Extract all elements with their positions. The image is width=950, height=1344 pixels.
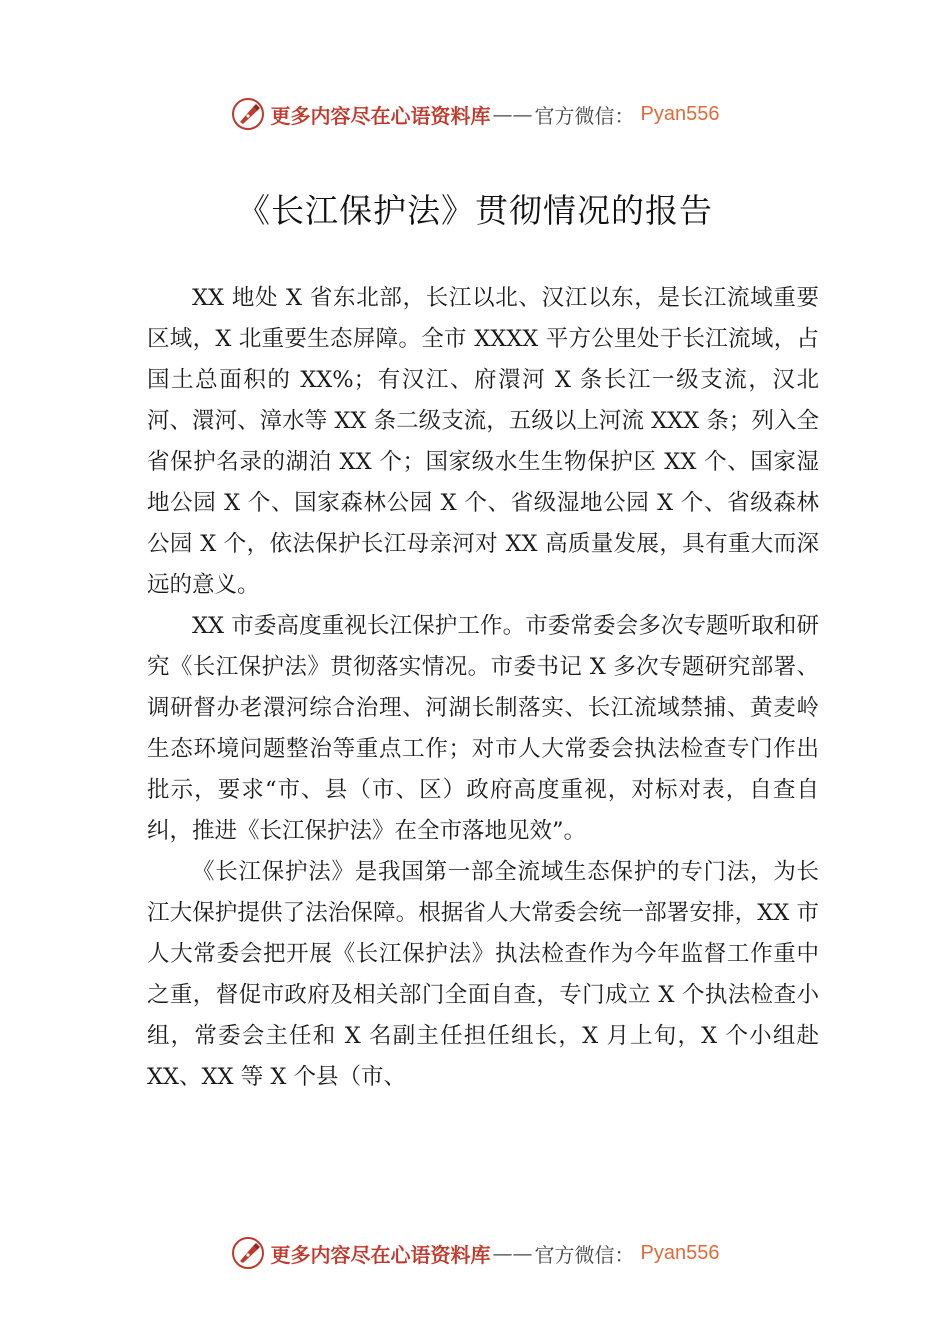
body-paragraph: 《长江保护法》是我国第一部全流域生态保护的专门法，为长江大保护提供了法治保障。根据省人大常委会统一部署安排，XX 市人大常委会把开展《长江保护法》执法检查作为今年监督工作重中之重，督促市政府及相关部门全面自查，专门成立 X 个执法检查小组，常委会主任和 X 名副主任担任组长，X 月上旬，X 个小组赴 XX、XX 等 X 个县（市、	[147, 859, 819, 1090]
watermark-banner-bottom	[0, 1233, 950, 1273]
document-body	[147, 278, 819, 1098]
watermark-separator: ——	[492, 102, 533, 126]
document-title: 《长江保护法》贯彻情况的报告	[237, 191, 713, 230]
watermark-separator: ——	[492, 1241, 533, 1265]
watermark-brand-text: 更多内容尽在心语资料库	[270, 103, 491, 128]
body-paragraph: XX 地处 X 省东北部，长江以北、汉江以东，是长江流域重要区域，X 北重要生态屏障。全市 XXXX 平方公里处于长江流域，占国土总面积的 XX%；有汉江、府澴河 X 条长江一级支流，汉北河、澴河、漳水等 XX 条二级支流，五级以上河流 XXX 条；列入全省保护名录的湖泊 XX 个；国家级水生生物保护区 XX 个、国家湿地公园 X 个、国家森林公园 X 个、省级湿地公园 X 个、省级森林公园 X 个，依法保护长江母亲河对 XX 高质量发展，具有重大而深远的意义。	[147, 285, 819, 598]
watermark-wechat-label: 官方微信：	[534, 1242, 635, 1267]
pen-nib-icon	[231, 1236, 265, 1270]
watermark-banner-top	[0, 94, 950, 134]
watermark-wechat-label: 官方微信：	[534, 103, 635, 128]
pen-nib-icon	[231, 97, 265, 131]
watermark-brand-text: 更多内容尽在心语资料库	[270, 1242, 491, 1267]
body-paragraph: XX 市委高度重视长江保护工作。市委常委会多次专题听取和研究《长江保护法》贯彻落实情况。市委书记 X 多次专题研究部署、调研督办老澴河综合治理、河湖长制落实、长江流域禁捕、黄麦岭生态环境问题整治等重点工作；对市人大常委会执法检查专门作出批示，要求“市、县（市、区）政府高度重视，对标对表，自查自纠，推进《长江保护法》在全市落地见效”。	[147, 613, 819, 844]
watermark-wechat-id: Pyan556	[640, 102, 720, 125]
watermark-wechat-id: Pyan556	[640, 1241, 720, 1264]
